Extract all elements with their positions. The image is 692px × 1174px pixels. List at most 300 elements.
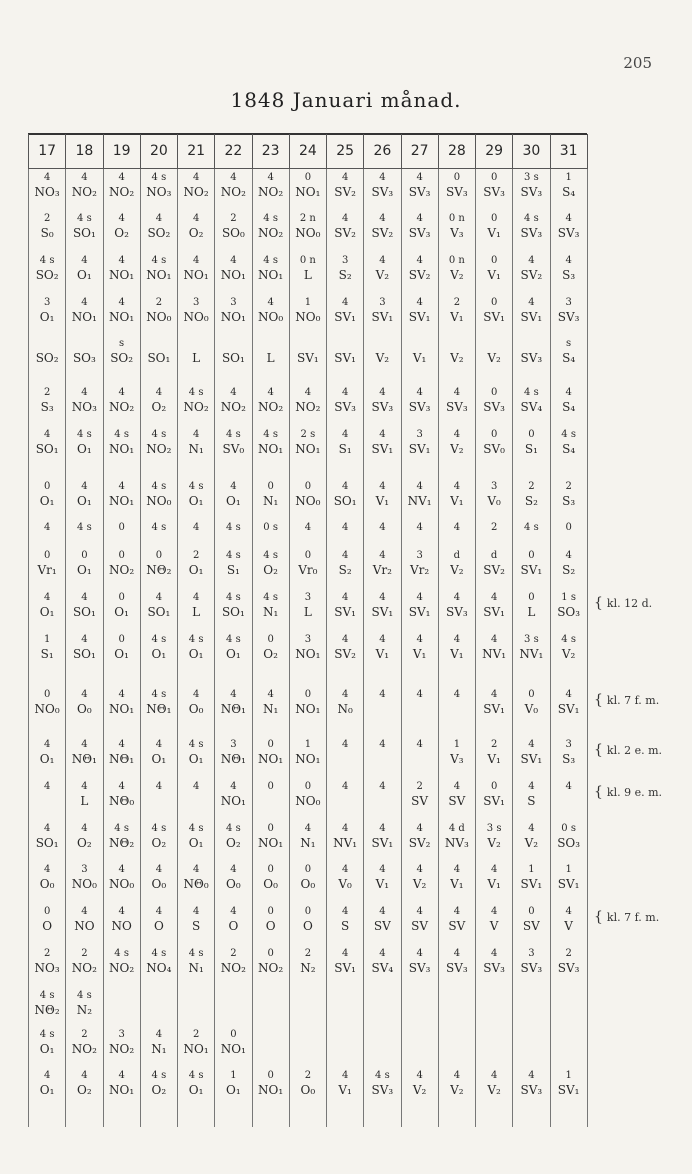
observation-cell <box>252 820 289 862</box>
wind-direction-value: SO₃ <box>557 835 581 850</box>
table-row <box>29 384 588 426</box>
wind-direction-value: O₂ <box>263 646 278 661</box>
cloud-cover-value: 2 <box>81 1028 88 1040</box>
wind-direction-value: O₂ <box>77 835 92 850</box>
wind-direction-value: SV₁ <box>371 835 394 850</box>
observation-cell <box>476 686 513 736</box>
cloud-cover-value: 2 <box>43 387 51 399</box>
observation-cell <box>178 547 215 589</box>
cloud-cover-value <box>178 989 214 1003</box>
observation-cell <box>364 686 401 736</box>
observation-cell <box>252 987 289 1026</box>
wind-direction-value: NO <box>111 919 132 934</box>
observation-cell <box>401 736 438 778</box>
cloud-cover-value: 4 <box>453 906 461 918</box>
wind-direction-value: O <box>302 919 313 934</box>
wind-direction-value: SO₁ <box>35 441 59 456</box>
observation-cell <box>476 384 513 426</box>
cloud-cover-value: 4 <box>453 1070 461 1082</box>
observation-cell <box>476 519 513 547</box>
observation-cell <box>140 778 177 820</box>
wind-direction-value: L <box>303 605 312 619</box>
cloud-cover-value: 4 <box>118 387 125 399</box>
cloud-cover-value: 4 s <box>226 633 241 645</box>
wind-direction-value: N₁ <box>300 835 316 850</box>
observation-cell <box>29 736 66 778</box>
table-row <box>29 861 588 903</box>
observation-cell <box>29 1026 66 1068</box>
observation-cell <box>178 426 215 468</box>
cloud-cover-value: 1 <box>565 1070 572 1082</box>
cloud-cover-value: 4 <box>341 522 349 534</box>
wind-direction-value: V₀ <box>338 877 352 892</box>
gap-cell <box>103 672 140 686</box>
observation-cell <box>401 903 438 945</box>
cloud-cover-value: 4 <box>43 822 51 834</box>
observation-cell <box>327 519 364 547</box>
cloud-cover-value: 4 s <box>151 689 167 701</box>
cloud-cover-value: 4 s <box>524 213 539 225</box>
cloud-cover-value: 4 <box>416 296 423 308</box>
day-header: 17 <box>29 134 66 169</box>
cloud-cover-value: 4 <box>118 254 125 266</box>
observation-cell <box>178 987 215 1026</box>
cloud-cover-value: 4 <box>490 633 498 645</box>
cloud-cover-value: 2 <box>490 739 498 751</box>
observation-cell <box>178 736 215 778</box>
time-note <box>594 595 652 611</box>
observation-cell <box>476 335 513 384</box>
observation-cell <box>550 778 587 820</box>
cloud-cover-value: 0 <box>267 781 274 793</box>
table-row <box>29 519 588 547</box>
observation-cell <box>215 861 252 903</box>
observation-cell <box>215 736 252 778</box>
cloud-cover-value: 3 <box>528 947 535 959</box>
observation-cell <box>476 903 513 945</box>
wind-direction-value: V₃ <box>450 752 464 767</box>
observation-cell <box>66 384 103 426</box>
observation-cell <box>252 686 289 736</box>
time-note-text: kl. 7 f. m. <box>606 910 660 924</box>
cloud-cover-value: 4 <box>155 864 163 876</box>
wind-direction-value: SV <box>411 919 429 934</box>
wind-direction-value: S <box>192 919 201 934</box>
cloud-cover-value: 0 <box>304 550 312 562</box>
observation-cell <box>252 1026 289 1068</box>
observation-cell <box>178 384 215 426</box>
observation-cell <box>401 1026 438 1068</box>
cloud-cover-value: 4 <box>155 781 163 793</box>
table-row <box>29 169 588 211</box>
cloud-cover-value: 4 <box>379 254 386 266</box>
cloud-cover-value: 0 <box>267 864 274 876</box>
cloud-cover-value: 4 <box>379 550 386 562</box>
wind-direction-value: NO₁ <box>258 752 284 767</box>
wind-direction-value: NO₂ <box>220 400 246 415</box>
observation-cell <box>364 861 401 903</box>
cloud-cover-value: 4 <box>379 906 386 918</box>
table-row <box>29 335 588 384</box>
wind-direction-value: NO₀ <box>295 794 321 809</box>
wind-direction-value: NΘ₁ <box>109 752 135 767</box>
wind-direction-value: V₂ <box>450 441 464 456</box>
observation-cell <box>103 294 140 336</box>
wind-direction-value: L <box>266 351 275 366</box>
cloud-cover-value: 4 s <box>524 522 539 534</box>
cloud-cover-value: 2 <box>304 947 312 959</box>
wind-direction-value: SV₁ <box>520 309 543 324</box>
wind-direction-value: SV₂ <box>408 267 431 282</box>
gap-cell <box>66 468 103 478</box>
cloud-cover-value <box>327 1028 363 1042</box>
gap-cell <box>140 672 177 686</box>
wind-direction-value: NO₃ <box>146 185 172 199</box>
wind-direction-value: SV₃ <box>446 185 468 199</box>
cloud-cover-value: 4 <box>341 428 349 440</box>
observation-cell <box>289 294 326 336</box>
wind-direction-value: SV₃ <box>446 605 468 619</box>
observation-cell <box>476 861 513 903</box>
wind-direction-value: NO₂ <box>183 185 209 199</box>
observation-cell <box>103 210 140 252</box>
observation-cell <box>327 861 364 903</box>
wind-direction-value: SV₂ <box>520 267 543 282</box>
brace-mark: { <box>594 783 603 800</box>
wind-direction-value: V₂ <box>524 835 539 850</box>
wind-direction-value: L <box>192 605 201 619</box>
cloud-cover-value: 4 s <box>188 633 204 645</box>
table-row <box>29 210 588 252</box>
observation-cell <box>289 987 326 1026</box>
gap-cell <box>327 468 364 478</box>
wind-direction-value: V₂ <box>450 563 464 578</box>
wind-direction-value: SV₁ <box>371 309 394 324</box>
cloud-cover-value: 4 <box>416 689 423 701</box>
observation-cell <box>550 547 587 589</box>
wind-direction-value: O₀ <box>226 877 241 892</box>
cloud-cover-value: 4 <box>379 428 386 440</box>
cloud-cover-value: 4 <box>230 864 237 876</box>
observation-cell <box>289 945 326 987</box>
cloud-cover-value: 4 s <box>561 633 576 645</box>
observation-cell <box>178 589 215 631</box>
wind-direction-value: SV₁ <box>520 563 543 578</box>
observation-cell <box>140 861 177 903</box>
observation-cell <box>364 1026 401 1068</box>
observation-cell <box>401 210 438 252</box>
wind-direction-value: S₂ <box>338 267 352 282</box>
cloud-cover-value: 4 s <box>151 172 167 183</box>
cloud-cover-value <box>439 989 475 1003</box>
observation-cell <box>289 861 326 903</box>
cloud-cover-value: 4 <box>453 428 461 440</box>
wind-direction-value: NO₂ <box>258 400 284 415</box>
wind-direction-value: V₁ <box>487 877 501 892</box>
wind-direction-value: SO₂ <box>35 267 59 282</box>
wind-direction-value: SV₁ <box>483 794 505 809</box>
observation-cell <box>289 589 326 631</box>
cloud-cover-value: 0 <box>304 864 312 876</box>
observation-cell <box>140 252 177 294</box>
observation-cell <box>327 945 364 987</box>
wind-direction-value: NO₂ <box>109 185 135 199</box>
observation-cell <box>103 861 140 903</box>
observation-cell <box>103 426 140 468</box>
wind-direction-value: O₁ <box>77 493 92 508</box>
cloud-cover-value <box>327 989 363 1003</box>
observation-cell <box>550 736 587 778</box>
day-header: 25 <box>327 134 364 169</box>
cloud-cover-value: 4 s <box>151 633 167 645</box>
wind-direction-value: NO₀ <box>109 877 135 892</box>
wind-direction-value: N₁ <box>188 441 204 456</box>
wind-direction-value: NO₄ <box>146 960 172 975</box>
observation-cell <box>140 294 177 336</box>
cloud-cover-value: 4 s <box>114 947 129 959</box>
observation-cell <box>327 335 364 384</box>
observation-cell <box>513 686 550 736</box>
wind-direction-value: O₂ <box>151 1083 167 1098</box>
wind-direction-value: NO₁ <box>258 835 284 850</box>
observation-cell <box>178 519 215 547</box>
observation-cell <box>513 478 550 520</box>
observation-cell <box>66 1067 103 1127</box>
wind-direction-value: NO₁ <box>258 267 284 282</box>
observation-cell <box>513 252 550 294</box>
wind-direction-value: O₀ <box>39 877 55 892</box>
wind-direction-value: L <box>80 794 89 809</box>
observation-cell <box>438 252 475 294</box>
cloud-cover-value: 4 <box>43 864 51 876</box>
wind-direction-value: NO₂ <box>71 185 97 199</box>
observation-cell <box>29 210 66 252</box>
observation-cell <box>401 252 438 294</box>
cloud-cover-value: 4 s <box>114 428 129 440</box>
observation-cell <box>401 547 438 589</box>
cloud-cover-value: 4 <box>528 1070 535 1082</box>
wind-direction-value: SV₁ <box>557 702 580 717</box>
observation-cell <box>252 631 289 673</box>
wind-direction-value: O₀ <box>151 877 167 892</box>
observation-cell <box>438 631 475 673</box>
cloud-cover-value: 4 <box>341 906 349 918</box>
observation-cell <box>252 589 289 631</box>
observation-cell <box>364 736 401 778</box>
observation-cell <box>66 478 103 520</box>
cloud-cover-value <box>141 989 177 1003</box>
cloud-cover-value: 0 <box>118 522 125 534</box>
wind-direction-value: N₂ <box>76 1002 93 1017</box>
observation-cell <box>140 820 177 862</box>
observation-cell <box>550 169 587 211</box>
wind-direction-value: NO₁ <box>295 646 321 661</box>
wind-direction-value: V₁ <box>412 351 427 366</box>
wind-direction-value: SO₁ <box>147 605 171 619</box>
observation-cell <box>476 210 513 252</box>
cloud-cover-value: 4 <box>43 172 51 183</box>
observation-cell <box>29 426 66 468</box>
table-row <box>29 631 588 673</box>
cloud-cover-value: 1 <box>565 172 572 183</box>
wind-direction-value: SV₀ <box>483 441 505 456</box>
cloud-cover-value: 3 <box>192 296 200 308</box>
wind-direction-value: SV₂ <box>371 226 394 241</box>
wind-direction-value: SV₂ <box>334 646 356 661</box>
observation-cell <box>401 335 438 384</box>
cloud-cover-value: 4 <box>490 1070 498 1082</box>
cloud-cover-value: 4 <box>341 633 349 645</box>
wind-direction-value: S <box>527 794 536 809</box>
wind-direction-value: SV₂ <box>483 563 505 578</box>
cloud-cover-value: 4 <box>416 480 423 492</box>
observation-cell <box>438 589 475 631</box>
observation-cell <box>103 778 140 820</box>
day-header: 23 <box>252 134 289 169</box>
wind-direction-value: NO₁ <box>146 267 172 282</box>
gap-cell <box>252 672 289 686</box>
observation-cell <box>438 903 475 945</box>
time-note-text: kl. 12 d. <box>606 596 653 610</box>
observation-cell <box>476 987 513 1026</box>
observation-cell <box>550 384 587 426</box>
wind-direction-value: SO₂ <box>147 226 171 241</box>
observation-cell <box>252 736 289 778</box>
observation-cell <box>140 1067 177 1127</box>
wind-direction-value: V₂ <box>487 835 501 850</box>
observation-cell <box>29 384 66 426</box>
cloud-cover-value: 4 <box>81 172 88 183</box>
cloud-cover-value: 1 <box>565 864 572 876</box>
observation-cell <box>178 210 215 252</box>
observation-cell <box>513 903 550 945</box>
cloud-cover-value: 0 <box>155 550 163 562</box>
wind-direction-value: NΘ₀ <box>109 794 135 809</box>
cloud-cover-value: 4 <box>416 633 423 645</box>
cloud-cover-value: 4 <box>565 387 572 399</box>
cloud-cover-value: 0 <box>267 480 274 492</box>
cloud-cover-value: 4 <box>192 864 200 876</box>
observation-cell <box>215 426 252 468</box>
observation-cell <box>103 945 140 987</box>
wind-direction-value: SV₁ <box>557 1083 580 1098</box>
cloud-cover-value: 1 <box>304 739 312 751</box>
wind-direction-value: V <box>564 919 573 934</box>
time-note-text: kl. 9 e. m. <box>606 785 663 799</box>
cloud-cover-value: 4 <box>416 822 423 834</box>
cloud-cover-value: 4 <box>43 739 51 751</box>
observation-table <box>28 134 588 1127</box>
wind-direction-value: O₁ <box>39 309 55 324</box>
observation-cell <box>550 589 587 631</box>
cloud-cover-value: 4 <box>528 296 535 308</box>
wind-direction-value: NV₁ <box>519 646 544 661</box>
observation-cell <box>66 861 103 903</box>
wind-direction-value: V₁ <box>412 646 427 661</box>
cloud-cover-value: 2 <box>416 781 423 793</box>
observation-cell <box>550 861 587 903</box>
gap-cell <box>29 672 66 686</box>
observation-cell <box>103 547 140 589</box>
observation-cell <box>289 903 326 945</box>
cloud-cover-value: 3 s <box>524 633 539 645</box>
cloud-cover-value: 4 <box>341 822 349 834</box>
observation-cell <box>513 861 550 903</box>
wind-direction-value: NO₀ <box>258 309 284 324</box>
cloud-cover-value: 4 <box>118 296 125 308</box>
wind-direction-value: O₁ <box>226 1083 241 1098</box>
wind-direction-value: V₂ <box>450 351 464 366</box>
observation-cell <box>364 210 401 252</box>
wind-direction-value: NO₂ <box>109 960 135 975</box>
cloud-cover-value: 4 <box>118 781 125 793</box>
cloud-cover-value: 4 s <box>114 822 129 834</box>
gap-cell <box>66 672 103 686</box>
observation-cell <box>215 778 252 820</box>
day-header: 24 <box>289 134 326 169</box>
wind-direction-value: V₂ <box>561 646 576 661</box>
wind-direction-value: S₂ <box>338 563 352 578</box>
cloud-cover-value: 2 <box>453 296 461 308</box>
cloud-cover-value: 4 s <box>77 213 92 225</box>
cloud-cover-value: 3 <box>565 739 572 751</box>
gap-cell <box>289 672 326 686</box>
wind-direction-value: SO₁ <box>147 351 171 366</box>
wind-direction-value: SV₃ <box>483 400 505 415</box>
time-note-text: kl. 7 f. m. <box>606 694 660 707</box>
cloud-cover-value: 0 <box>528 592 535 603</box>
observation-cell <box>364 547 401 589</box>
wind-direction-value: SV₁ <box>483 702 505 717</box>
wind-direction-value: SV₁ <box>371 441 394 456</box>
cloud-cover-value: 4 <box>341 480 349 492</box>
observation-cell <box>66 736 103 778</box>
cloud-cover-value: 4 <box>528 822 535 834</box>
observation-cell <box>513 778 550 820</box>
observation-cell <box>215 631 252 673</box>
cloud-cover-value <box>178 337 214 351</box>
cloud-cover-value: 0 <box>304 781 312 793</box>
cloud-cover-value: 2 n <box>299 213 316 225</box>
cloud-cover-value: 4 s <box>375 1070 390 1082</box>
observation-cell <box>103 987 140 1026</box>
cloud-cover-value: 4 <box>341 296 349 308</box>
observation-cell <box>327 631 364 673</box>
observation-cell <box>215 294 252 336</box>
wind-direction-value: SO₁ <box>35 835 59 850</box>
observation-cell <box>513 945 550 987</box>
observation-cell <box>327 210 364 252</box>
cloud-cover-value: 4 d <box>448 822 465 834</box>
observation-cell <box>401 478 438 520</box>
wind-direction-value: NΘ₁ <box>146 702 172 717</box>
wind-direction-value: O₁ <box>39 1041 55 1056</box>
wind-direction-value: L <box>303 267 312 282</box>
observation-cell <box>513 1067 550 1127</box>
wind-direction-value: SV₀ <box>222 441 245 456</box>
wind-direction-value: NO₁ <box>109 441 135 456</box>
cloud-cover-value: 0 <box>43 906 51 918</box>
observation-cell <box>513 210 550 252</box>
cloud-cover-value: 4 <box>192 781 200 793</box>
observation-cell <box>550 903 587 945</box>
cloud-cover-value: 4 <box>416 592 423 603</box>
observation-cell <box>438 945 475 987</box>
observation-cell <box>327 987 364 1026</box>
wind-direction-value: NO₀ <box>146 309 172 324</box>
cloud-cover-value: 4 <box>379 822 386 834</box>
observation-cell <box>29 335 66 384</box>
